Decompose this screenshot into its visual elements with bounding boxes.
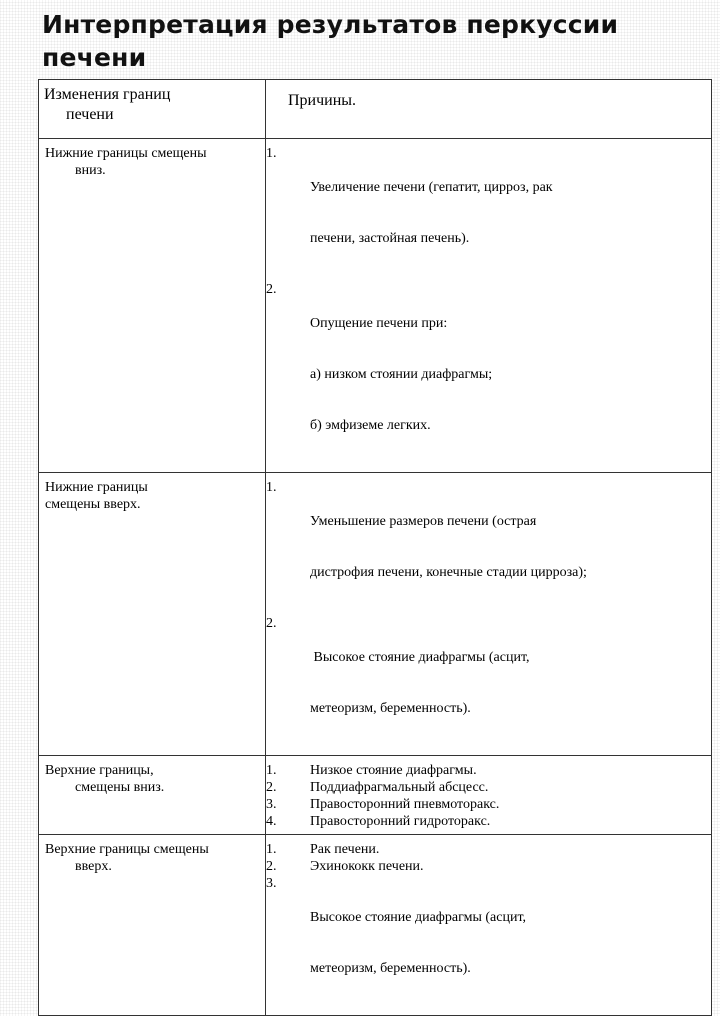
cause-text — [300, 145, 707, 281]
header-changes-line1: Изменения границ — [44, 86, 171, 103]
change-line2: вниз. — [75, 163, 106, 178]
header-causes-cell: Причины. — [266, 80, 712, 139]
header-changes-line2: печени — [66, 106, 114, 123]
cause-item — [266, 479, 707, 615]
change-line2: вверх. — [75, 859, 112, 874]
change-line1: Верхние границы, — [45, 763, 154, 778]
change-line2: смещены вниз. — [75, 780, 165, 795]
cause-line: а) низком стоянии диафрагмы; — [310, 367, 493, 382]
causes-cell — [266, 756, 712, 835]
cause-number: 2. — [266, 282, 277, 297]
cause-line: печени, застойная печень). — [310, 231, 470, 246]
cause-item — [266, 875, 707, 1011]
cause-item — [266, 858, 707, 875]
cause-number: 2. — [266, 859, 277, 874]
cause-number: 1. — [266, 763, 277, 778]
cause-line: метеоризм, беременность). — [310, 961, 471, 976]
cause-line: Уменьшение размеров печени (острая — [310, 514, 537, 529]
cause-item — [266, 796, 707, 813]
cause-text: Поддиафрагмальный абсцесс. — [310, 780, 489, 795]
cause-text: Правосторонний гидроторакс. — [310, 814, 491, 829]
cause-line: метеоризм, беременность). — [310, 701, 471, 716]
causes-cell — [266, 473, 712, 756]
cause-line: дистрофия печени, конечные стадии цирроза); — [310, 565, 587, 580]
cause-line: Высокое стояние диафрагмы (асцит, — [310, 650, 530, 665]
cause-item — [266, 281, 707, 468]
cause-number: 2. — [266, 780, 277, 795]
cause-text: Правосторонний пневмоторакс. — [310, 797, 500, 812]
liver-percussion-table — [38, 79, 712, 1016]
header-changes-cell — [39, 80, 266, 139]
change-cell — [39, 139, 266, 473]
cause-text — [300, 281, 707, 468]
cause-number: 1. — [266, 480, 277, 495]
change-line1: Нижние границы смещены — [45, 146, 207, 161]
cause-item — [266, 145, 707, 281]
cause-line: Увеличение печени (гепатит, цирроз, рак — [310, 180, 553, 195]
table-row — [39, 835, 712, 1016]
cause-number: 1. — [266, 146, 277, 161]
cause-number: 3. — [266, 876, 277, 891]
cause-line: Высокое стояние диафрагмы (асцит, — [310, 910, 527, 925]
cause-item — [266, 779, 707, 796]
cause-text — [300, 479, 707, 615]
change-cell — [39, 756, 266, 835]
change-cell — [39, 835, 266, 1016]
cause-number: 1. — [266, 842, 277, 857]
cause-line: Опущение печени при: — [310, 316, 448, 331]
cause-item — [266, 841, 707, 858]
table-row — [39, 139, 712, 473]
cause-number: 2. — [266, 616, 277, 631]
cause-text: Рак печени. — [310, 842, 380, 857]
table-row — [39, 473, 712, 756]
change-line1: Верхние границы смещены — [45, 842, 209, 857]
cause-text: Эхинококк печени. — [310, 859, 424, 874]
cause-number: 4. — [266, 814, 277, 829]
change-cell — [39, 473, 266, 756]
change-line2: смещены вверх. — [45, 497, 141, 512]
change-line1: Нижние границы — [45, 480, 148, 495]
cause-text — [300, 615, 707, 751]
cause-item — [266, 762, 707, 779]
slide-title: Интерпретация результатов перкуссии печени — [42, 10, 619, 72]
table-header-row — [39, 80, 712, 139]
cause-item — [266, 813, 707, 830]
cause-text — [300, 875, 707, 1011]
cause-item — [266, 615, 707, 751]
cause-text: Низкое стояние диафрагмы. — [310, 763, 477, 778]
table-row — [39, 756, 712, 835]
causes-cell — [266, 139, 712, 473]
cause-line: б) эмфиземе легких. — [310, 418, 431, 433]
cause-number: 3. — [266, 797, 277, 812]
causes-cell — [266, 835, 712, 1016]
